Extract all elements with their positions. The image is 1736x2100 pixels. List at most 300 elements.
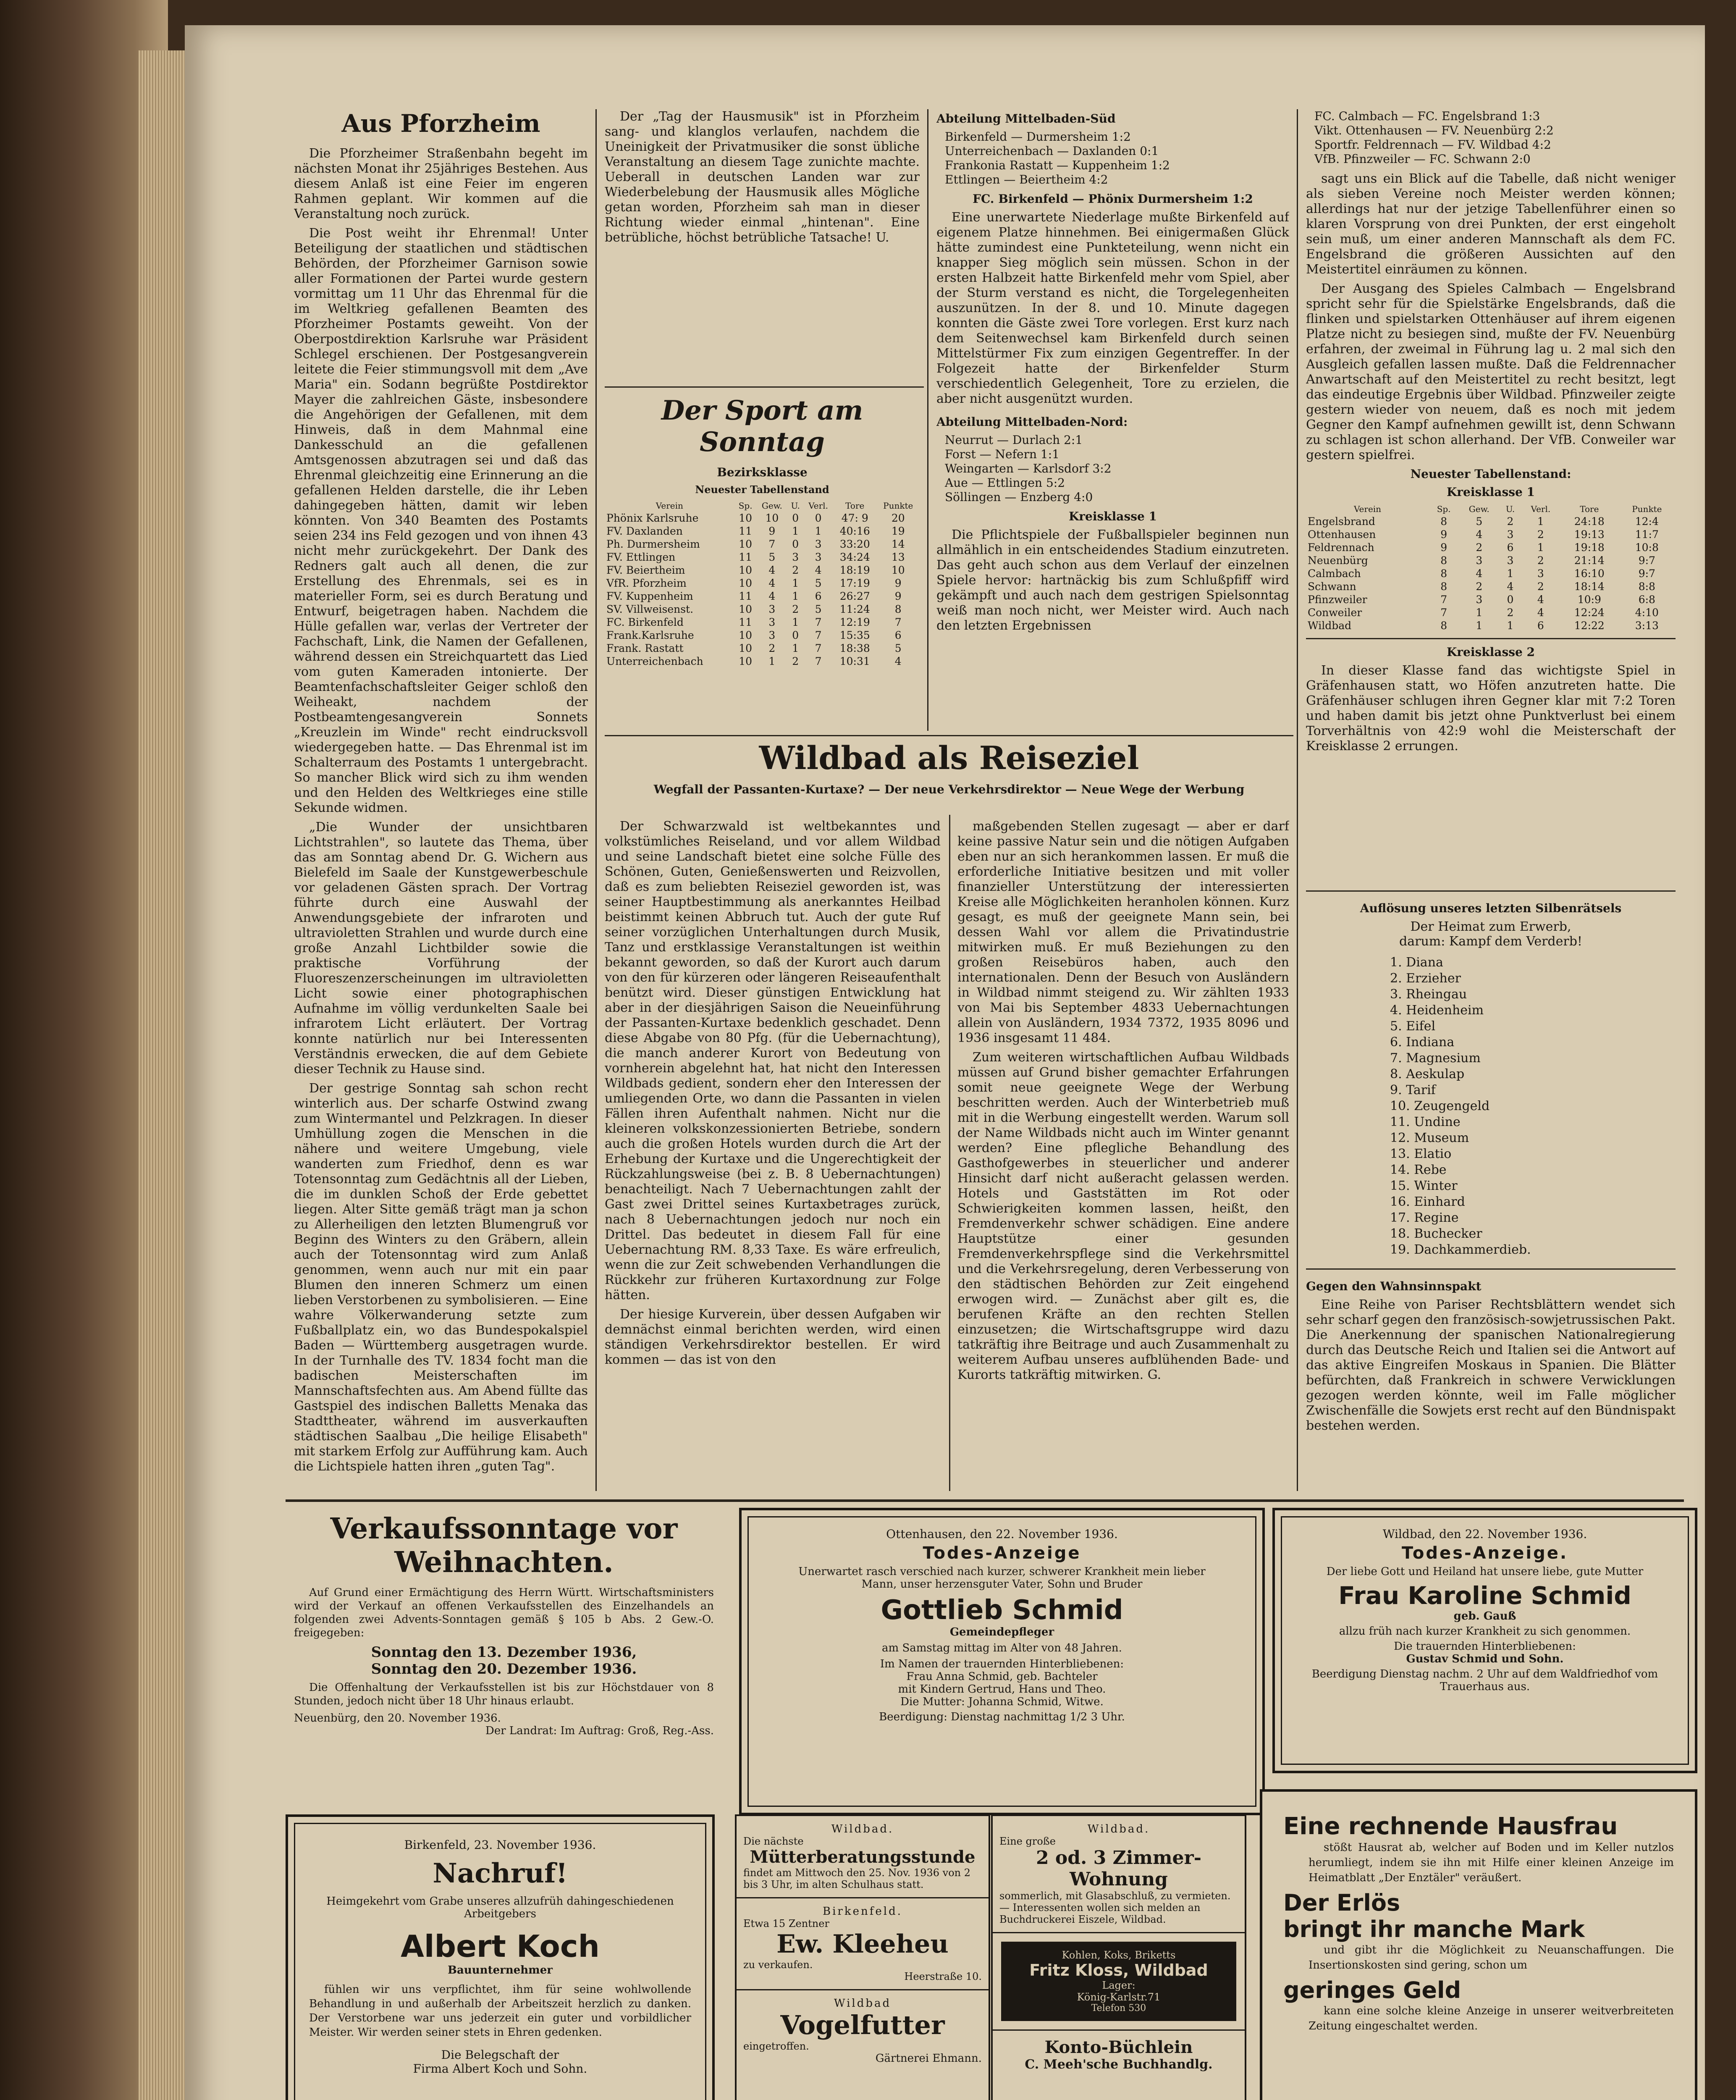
wohnung-ad	[993, 1816, 1245, 1932]
ad-text: Der liebe Gott und Heiland hat unsere liebe, gute Mutter	[1326, 1565, 1644, 1578]
column-header: Tore	[1580, 504, 1599, 514]
kk1-table-title: Neuester Tabellenstand:	[1410, 467, 1571, 481]
stat-cell: 4	[768, 590, 776, 602]
stat-cell: 10	[739, 655, 753, 667]
team-cell: Feldrennach	[1308, 541, 1374, 554]
ads-top-rule	[286, 1499, 1684, 1502]
raetsel-item: 9. Tarif	[1390, 1083, 1436, 1097]
stat-cell: 5	[768, 551, 776, 563]
stat-cell: 4	[768, 564, 776, 576]
ad-text: Eine große	[999, 1835, 1056, 1847]
stat-cell: 3	[1476, 554, 1483, 567]
ad-title: geringes Geld	[1283, 1977, 1461, 2003]
result-line: Söllingen — Enzberg 4:0	[945, 490, 1093, 504]
deceased-name: Gottlieb Schmid	[881, 1595, 1123, 1626]
raetsel-item: 5. Eifel	[1390, 1019, 1436, 1034]
stat-cell: 9	[1440, 528, 1448, 541]
raetsel-item: 12. Museum	[1390, 1131, 1469, 1145]
stat-cell: 17:19	[839, 577, 870, 589]
stat-cell: 1	[792, 616, 799, 628]
stat-cell: 13	[891, 551, 905, 563]
result-line: Weingarten — Karlsdorf 3:2	[945, 462, 1112, 475]
table-row	[605, 655, 920, 668]
stat-cell: 7	[815, 616, 822, 628]
team-cell: Frank. Rastatt	[606, 642, 684, 654]
table-row	[605, 564, 920, 577]
ad-title: Eine rechnende Hausfrau	[1283, 1813, 1618, 1840]
ad-text: Gustav Schmid und Sohn.	[1406, 1653, 1564, 1665]
stat-cell: 8	[1440, 620, 1448, 632]
kreisklasse1-analysis: sagt uns ein Blick auf die Tabelle, daß nicht weniger als sieben Vereine noch Meister werden können; allerdings hat nur der jetzige Tabellenführer einen so klaren Vorsprung von drei Punkten, der erst eingeholt sein muß, um einer anderen Mannschaft als dem FC. Engelsbrand die größeren Aussichten auf den Meistertitel einräumen zu können.	[1306, 171, 1676, 277]
column-rule	[595, 109, 597, 1491]
ad-content	[309, 1838, 691, 2076]
table-title: Neuester Tabellenstand	[695, 483, 829, 496]
column-rule	[949, 815, 950, 1491]
stat-cell: 10	[739, 564, 753, 576]
hausfrau-ad	[1260, 1789, 1697, 2100]
stat-cell: 2	[1507, 606, 1514, 619]
ad-text: Telefon 530	[1091, 2003, 1146, 2013]
column-header: Sp.	[1437, 504, 1451, 514]
stat-cell: 11	[739, 551, 753, 563]
stat-cell: 1	[1537, 515, 1544, 528]
article-paragraph: Die Post weiht ihr Ehrenmal! Unter Beteiligung der staatlichen und städtischen Behörden, der Pforzheimer Garnison sowie aller Formationen der Partei wurde gestern vormittag um 11 Uhr das Ehrenmal für die im Weltkrieg gefallenen Beamten des Pforzheimer Postamts geweiht. Von der Oberpostdirektion Karlsruhe war Präsident Schlegel erschienen. Der Postgesangverein leitete die Feier stimmungsvoll mit dem „Ave Maria" ein. Sodann begrüßte Postdirektor Mayer die zahlreichen Gäste, insbesondere die Angehörigen der Gefallenen, mit dem Hinweis, daß in dem Mahnmal eine Dankesschuld an die gefallenen Amtsgenossen abzutragen sei und daß das Ehrenmal gleichzeitig eine Erinnerung an die gefallenen Helden darstelle, die ihr Leben dahingegeben hätten, damit wir leben könnten. Von 340 Beamten des Postamts seien 234 ins Feld gezogen und von ihnen 43 nicht mehr zurückgekehrt. Der Dank des Redners galt auch all denen, die zur Erstellung des Ehrenmals, sei es in materieller Form, sei es durch Beratung und Entwurf, beigetragen haben. Nachdem die Hülle gefallen war, verlas der Vertreter der Fachschaft, Link, die Namen der Gefallenen, während dessen ein Streichquartett das Lied vom guten Kameraden intonierte. Der Beamtenfachschaftsleiter Geiger schloß den Weiheakt, nachdem der Postbeamtengesangverein Sonnets „Kreuzlein im Winde" recht eindrucksvoll wiedergegeben hatte. — Das Ehrenmal ist im Schalterraum des Postamts 1 untergebracht. So mancher Blick wird sich zu ihm wenden und den Helden des Weltkrieges eine stille Sekunde widmen.	[294, 226, 588, 815]
todesanzeige-karoline-ad	[1272, 1508, 1697, 1773]
nachruf-ad	[286, 1814, 715, 2100]
ad-place: Ottenhausen, den 22. November 1936.	[886, 1527, 1118, 1541]
stat-cell: 47: 9	[841, 512, 868, 524]
stat-cell: 10	[739, 512, 753, 524]
stat-cell: 7	[815, 655, 822, 667]
sport-title: Der Sport am Sonntag	[661, 395, 863, 458]
ad-text: Kohlen, Koks, Briketts	[1062, 1949, 1176, 1961]
stat-cell: 8	[1440, 515, 1448, 528]
stat-cell: 2	[1507, 515, 1514, 528]
stat-cell: 12:19	[839, 616, 870, 628]
stat-cell: 10	[765, 512, 779, 524]
stat-cell: 19	[891, 525, 905, 537]
raetsel-item: 13. Elatio	[1390, 1147, 1452, 1161]
team-cell: Calmbach	[1308, 567, 1361, 580]
sued-results	[945, 130, 1289, 187]
column-header: Verein	[656, 501, 683, 511]
ad-text: eingetroffen.	[743, 2040, 809, 2052]
ad-text: Lager:	[1102, 1979, 1135, 1991]
stat-cell: 3	[1507, 528, 1514, 541]
team-cell: Ottenhausen	[1308, 528, 1376, 541]
ad-text: am Samstag mittag im Alter von 48 Jahren.	[882, 1642, 1122, 1654]
result-line: Sportfr. Feldrennach — FV. Wildbad 4:2	[1314, 138, 1551, 152]
stat-cell: 8	[894, 603, 902, 615]
stat-cell: 11	[739, 525, 753, 537]
ad-text: Etwa 15 Zentner	[743, 1918, 829, 1929]
stat-cell: 21:14	[1574, 554, 1605, 567]
table-row	[605, 603, 920, 616]
team-cell: Frank.Karlsruhe	[606, 629, 694, 641]
abteilung-nord-heading: Abteilung Mittelbaden-Nord:	[936, 415, 1128, 429]
article-paragraph: Der gestrige Sonntag sah schon recht winterlich aus. Der scharfe Ostwind zwang zum Wintermantel und Pelzkragen. In dieser Umhüllung zogen die Menschen in die nähere und weitere Umgebung, viele wanderten zum Friedhof, denn es war Totensonntag zum Gedächtnis all der Lieben, die im dunklen Schoß der Erde gebettet liegen. Alter Sitte gemäß trägt man ja schon zu Allerheiligen den letzten Blumengruß vor Beginn des Winters zu den Gräbern, allein auch der Totensonntag wird zum Anlaß genommen, wenn auch nur mit ein paar Blumen den inneren Schmerz um einen lieben Verstorbenen zu symbolisieren. — Eine wahre Völkerwanderung setzte zum Fußballplatz ein, wo das Bundespokalspiel Baden — Württemberg ausgetragen wurde. In der Turnhalle des TV. 1834 focht man die badischen Meisterschaften im Mannschaftsfechten aus. Am Abend füllte das Gastspiel des indischen Balletts Menaka das Stadttheater, während im ausverkauften städtischen Saalbau „Die heilige Elisabeth" mit starkem Erfolg zur Aufführung kam. Auch die Lichtspiele hatten ihren „guten Tag".	[294, 1081, 588, 1474]
result-line: FC. Calmbach — FC. Engelsbrand 1:3	[1314, 109, 1540, 123]
wildbad-subtitle: Wegfall der Passanten-Kurtaxe? — Der neue Verkehrsdirektor — Neue Wege der Werbung	[653, 782, 1245, 796]
stat-cell: 10:31	[839, 655, 870, 667]
kreisklasse1-heading: Kreisklasse 1	[1068, 509, 1157, 523]
stat-cell: 12:4	[1635, 515, 1659, 528]
stat-cell: 4	[815, 564, 822, 576]
stat-cell: 4	[768, 577, 776, 589]
ad-text: Die Mutter: Johanna Schmid, Witwe.	[900, 1696, 1104, 1708]
stat-cell: 10	[739, 603, 753, 615]
column-header: Tore	[845, 501, 865, 511]
stat-cell: 7	[1440, 593, 1448, 606]
team-cell: FV. Beiertheim	[606, 564, 685, 576]
stat-cell: 3	[815, 551, 822, 563]
stat-cell: 10	[891, 564, 905, 576]
column-header: Sp.	[738, 501, 753, 511]
table-row	[605, 538, 920, 551]
wahnsinnspakt-text: Eine Reihe von Pariser Rechtsblättern wendet sich sehr scharf gegen den französisch-sowjetrussischen Pakt. Die Anerkennung der spanischen Nationalregierung durch das Deutsche Reich und Italien sei die Antwort auf das aktive Eingreifen Moskaus in Spanien. Die Blätter befürchten, daß Frankreich in schwere Verwicklungen gezogen werden könnte, weil im Falle möglicher Zwischenfälle die Sowjets erst recht auf den Bündnispakt bestehen werden.	[1306, 1297, 1676, 1433]
kloss-ad	[993, 1932, 1245, 2029]
stat-cell: 16:10	[1574, 567, 1605, 580]
stat-cell: 2	[792, 655, 799, 667]
raetsel-item: 6. Indiana	[1390, 1035, 1455, 1050]
deceased-role: Gemeindepfleger	[949, 1626, 1054, 1638]
column-header: Verl.	[808, 501, 828, 511]
article-paragraph: Der hiesige Kurverein, über dessen Aufgaben wir demnächst einmal berichten werden, wird einen ständigen Verkehrsdirektor bestellen. Er wird kommen — das ist von den	[605, 1307, 941, 1367]
ad-text: mit Kindern Gertrud, Hans und Theo.	[898, 1683, 1106, 1696]
stat-cell: 15:35	[839, 629, 870, 641]
ad-addr: Heerstraße 10.	[904, 1971, 982, 1982]
stat-cell: 6:8	[1638, 593, 1655, 606]
stat-cell: 6	[894, 629, 902, 641]
table-row	[1306, 554, 1676, 567]
column-header: U.	[791, 501, 800, 511]
muetter-ad	[737, 1816, 989, 1897]
stat-cell: 9:7	[1638, 567, 1655, 580]
result-line: Birkenfeld — Durmersheim 1:2	[945, 130, 1131, 144]
team-cell: Ph. Durmersheim	[606, 538, 700, 550]
article-paragraph: „Die Wunder der unsichtbaren Lichtstrahlen", so lautete das Thema, über das am Sonntag abend Dr. G. Wichern aus Bielefeld im Saale der Kunstgewerbeschule vor geladenen Gästen sprach. Der Vortrag führte durch eine Auswahl der Anwendungsgebiete der infraroten und ultravioletten Strahlen und wurde durch eine große Anzahl Lichtbilder sowie die praktische Vorführung der Fluoreszenzerscheinungen im ultravioletten Licht sowie einer photographischen Aufnahme im völlig verdunkelten Saale bei infrarotem Licht erläutert. Der Vortrag konnte natürlich nur bei Interessenten Verständnis erwecken, die auf dem Gebiete dieser Technik zu Hause sind.	[294, 820, 588, 1076]
stat-cell: 4	[1476, 567, 1483, 580]
stat-cell: 18:38	[839, 642, 870, 654]
column-header: Gew.	[1469, 504, 1489, 514]
raetsel-item: 8. Aeskulap	[1390, 1067, 1465, 1082]
section-rule	[1306, 1268, 1676, 1270]
stat-cell: 0	[792, 538, 799, 550]
article-paragraph: Der „Tag der Hausmusik" ist in Pforzheim sang- und klanglos verlaufen, nachdem die Uneinigkeit der Privatmusiker die sonst übliche Veranstaltung an diesem Tage zunichte machte. Ueberall in deutschen Landen war zur Wiederbelebung der Hausmusik alles Mögliche getan worden, Pforzheim sah man in dieser Richtung wieder einmal „hintenan". Eine betrübliche, höchst betrübliche Tatsache! U.	[605, 109, 920, 245]
stat-cell: 4	[1537, 593, 1544, 606]
kreisklasse2-report: In dieser Klasse fand das wichtigste Spiel in Gräfenhausen statt, wo Höfen anzutreten hatte. Die Gräfenhäuser schlugen ihren Gegner klar mit 7:2 Toren und haben damit bis jetzt ohne Punktverlust bei einem Torverhältnis von 42:9 wohl die Meisterschaft der Kreisklasse 2 errungen.	[1306, 663, 1676, 753]
kreisklasse1-table	[1306, 503, 1676, 632]
stat-cell: 1	[1476, 606, 1483, 619]
ad-seller: C. Meeh'sche Buchhandlg.	[1025, 2057, 1213, 2072]
result-line: Ettlingen — Beiertheim 4:2	[945, 173, 1108, 186]
ad-footer: Firma Albert Koch und Sohn.	[413, 2062, 587, 2076]
stat-cell: 5	[894, 642, 902, 654]
table-row	[605, 551, 920, 564]
stat-cell: 3	[768, 616, 776, 628]
nord-results	[945, 433, 1289, 504]
stat-cell: 18:19	[839, 564, 870, 576]
column-header: Gew.	[761, 501, 782, 511]
stat-cell: 1	[792, 590, 799, 602]
ad-content	[1283, 1813, 1674, 2038]
ad-title: Todes-Anzeige.	[1401, 1544, 1568, 1563]
raetsel-motto: darum: Kampf dem Verderb!	[1399, 934, 1582, 949]
verkauf-title: Weihnachten.	[394, 1546, 614, 1579]
raetsel-item: 14. Rebe	[1390, 1163, 1447, 1177]
raetsel-item: 15. Winter	[1390, 1179, 1458, 1193]
team-cell: FV. Ettlingen	[606, 551, 676, 563]
stat-cell: 1	[792, 577, 799, 589]
ad-text: Unerwartet rasch verschied nach kurzer, schwerer Krankheit mein lieber Mann, unser herzensguter Vater, Sohn und Bruder	[798, 1565, 1206, 1591]
ad-text: Beerdigung Dienstag nachm. 2 Uhr auf dem Waldfriedhof vom Trauerhaus aus.	[1311, 1668, 1658, 1693]
stat-cell: 4	[894, 655, 902, 667]
column-header: Punkte	[1632, 504, 1662, 514]
stat-cell: 1	[792, 642, 799, 654]
ad-text: Im Namen der trauernden Hinterbliebenen:	[880, 1658, 1124, 1670]
ad-title: Der Erlös	[1283, 1890, 1400, 1916]
result-line: Vikt. Ottenhausen — FV. Neuenbürg 2:2	[1314, 123, 1554, 137]
kleeheu-ad	[737, 1897, 989, 1989]
result-line: VfB. Pfinzweiler — FC. Schwann 2:0	[1314, 152, 1531, 166]
stat-cell: 34:24	[839, 551, 870, 563]
wahnsinnspakt-section	[1306, 1277, 1676, 1491]
ad-text: fühlen wir uns verpflichtet, ihm für seine wohlwollende Behandlung in und außerhalb der Arbeitszeit herzlich zu danken. Der Verstorbene war uns jederzeit ein guter und vorbildlicher Meister. Wir werden seiner stets in Ehren gedenken.	[309, 1983, 691, 2039]
team-cell: Wildbad	[1308, 620, 1352, 632]
stat-cell: 4	[1537, 606, 1544, 619]
stat-cell: 10	[739, 538, 753, 550]
stat-cell: 9	[1440, 541, 1448, 554]
ad-text: Die nächste	[743, 1835, 804, 1847]
team-cell: SV. Villweisenst.	[606, 603, 694, 615]
stat-cell: 2	[1537, 528, 1544, 541]
stat-cell: 1	[768, 655, 776, 667]
raetsel-item: 1. Diana	[1390, 955, 1443, 970]
team-cell: Neuenbürg	[1308, 554, 1368, 567]
raetsel-motto: Der Heimat zum Erwerb,	[1410, 919, 1571, 934]
table-row	[1306, 606, 1676, 619]
verkauf-date: Sonntag den 20. Dezember 1936.	[371, 1661, 637, 1677]
stat-cell: 10:8	[1635, 541, 1659, 554]
todesanzeige-gottlieb-ad	[739, 1508, 1265, 1815]
sport-section	[605, 395, 920, 731]
stat-cell: 6	[1507, 541, 1514, 554]
stat-cell: 0	[1507, 593, 1514, 606]
raetsel-item: 3. Rheingau	[1390, 987, 1467, 1002]
aus-pforzheim-column	[294, 109, 588, 1487]
verkauf-signer: Der Landrat: Im Auftrag: Groß, Reg.-Ass.	[485, 1725, 714, 1737]
result-line: Frankonia Rastatt — Kuppenheim 1:2	[945, 158, 1170, 172]
ad-content	[1292, 1527, 1678, 1693]
ad-place: Wildbad.	[1087, 1823, 1150, 1835]
stat-cell: 9	[894, 577, 902, 589]
stat-cell: 2	[1537, 554, 1544, 567]
stat-cell: 2	[792, 564, 799, 576]
raetsel-title: Auflösung unseres letzten Silbenrätsels	[1360, 901, 1622, 915]
aus-pforzheim-title: Aus Pforzheim	[341, 109, 540, 138]
verkauf-text: Auf Grund einer Ermächtigung des Herrn Württ. Wirtschaftsministers wird der Verkauf an offenen Verkaufsstellen des Einzelhandels an folgenden zwei Advents-Sonntagen gemäß § 105 b Abs. 2 Gew.-O. freigegeben:	[294, 1586, 714, 1639]
stat-cell: 7	[768, 538, 776, 550]
verkauf-title: Verkaufssonntage vor	[330, 1512, 678, 1546]
ad-text: zu verkaufen.	[743, 1959, 813, 1971]
ad-title: Fritz Kloss, Wildbad	[1029, 1961, 1208, 1979]
team-cell: VfR. Pforzheim	[606, 577, 687, 589]
section-rule	[605, 735, 1293, 736]
ad-text: Die trauernden Hinterbliebenen:	[1394, 1640, 1576, 1653]
ad-text: sommerlich, mit Glasabschluß, zu vermieten. — Interessenten wollen sich melden an Buchdruckerei Eiszele, Wildbad.	[999, 1890, 1231, 1925]
stat-cell: 3	[1537, 567, 1544, 580]
team-cell: FV. Daxlanden	[606, 525, 683, 537]
stat-cell: 7	[815, 642, 822, 654]
wildbad-column-2	[957, 819, 1289, 1491]
ad-text: Beerdigung: Dienstag nachmittag 1/2 3 Uhr.	[879, 1711, 1125, 1723]
match-report: Eine unerwartete Niederlage mußte Birkenfeld auf eigenem Platze hinnehmen. Bei einigermaßen Glück hätte zumindest eine Punkteteilung, wenn nicht ein knapper Sieg möglich sein müssen. Schon in der ersten Halbzeit hatte Birkenfeld mehr vom Spiel, aber der Sturm verstand es nicht, die Torgelegenheiten auszunützen. In der 8. und 10. Minute dagegen konnten die Gäste zwei Tore vorlegen. Erst kurz nach dem Seitenwechsel kam Birkenfeld durch seinen Mittelstürmer Fix zum einzigen Gegentreffer. In der Folgezeit hatte der Birkenfelder Sturm verschiedentlich Gelegenheit, Tore zu erzielen, die aber nicht ausgenützt wurden.	[936, 210, 1289, 406]
stat-cell: 24:18	[1574, 515, 1605, 528]
stat-cell: 3	[815, 538, 822, 550]
deceased-name: Frau Karoline Schmid	[1338, 1581, 1631, 1610]
verkauf-text: Die Offenhaltung der Verkaufsstellen ist bis zur Höchstdauer von 8 Stunden, jedoch nicht über 18 Uhr hinaus erlaubt.	[294, 1681, 714, 1707]
stat-cell: 7	[1440, 606, 1448, 619]
stat-cell: 8	[1440, 554, 1448, 567]
raetsel-item: 19. Dachkammerdieb.	[1390, 1242, 1531, 1257]
verkaufssonntage-ad	[294, 1512, 714, 1806]
ad-title: Nachruf!	[433, 1858, 568, 1889]
stat-cell: 10	[739, 642, 753, 654]
stat-cell: 12:22	[1574, 620, 1605, 632]
column-header: Verein	[1353, 504, 1382, 514]
ad-title: Mütterberatungsstunde	[750, 1847, 976, 1867]
stat-cell: 10	[739, 577, 753, 589]
article-paragraph: Der Schwarzwald ist weltbekanntes und volkstümliches Reiseland, und vor allem Wildbad und seine Landschaft bietet eine solche Fülle des Schönen, Guten, Genießenswerten und Reizvollen, daß es zum beliebten Reiseziel geworden ist, was seiner Hauptbestimmung als anerkanntes Heilbad beistimmt keinen Abbruch tut. Auch der gute Ruf seiner vorzüglichen Unterhaltungen durch Musik, Tanz und erstklassige Veranstaltungen ist weithin bekannt geworden, so daß der Kurort auch darum von den für kürzeren oder längeren Reiseaufenthalt benützt wird. Dieser günstigen Entwicklung hat aber in der diesjährigen Saison die Neueinführung der Passanten-Kurtaxe bedenklich geschadet. Denn diese Abgabe von 80 Pfg. (für die Uebernachtung), die manch anderer Kurort von Bedeutung von vornherein abgelehnt hat, hat nicht den Interessen Wildbads gedient, sondern eher den Interessen der umliegenden Orte, wo dann die Passanten in vielen Fällen ihren Aufenthalt nahmen. Nicht nur die kleineren volkskonzessionierten Betriebe, sondern auch die großen Hotels wurden durch die Art der Erhebung der Kurtaxe und die Ungerechtigkeit der Rückzahlungsweise (bei z. B. 8 Uebernachtungen) benachteiligt. Nach 7 Uebernachtungen zahlt der Gast zwei Drittel seines Kurtaxbetrages zurück, nach 8 Uebernachtungen jedoch nur noch ein Drittel. Das bedeutet in diesem Fall für eine Uebernachtung RM. 8,33 Taxe. Es wäre erfreulich, wenn die zur Zeit schwebenden Verhandlungen die Rückkehr zur früheren Kurtaxordnung zur Folge hätten.	[605, 819, 941, 1302]
table-row	[605, 525, 920, 538]
stat-cell: 1	[792, 525, 799, 537]
table-row	[1306, 580, 1676, 593]
kreisklasse1-report: Die Pflichtspiele der Fußballspieler beginnen nun allmählich in ein entscheidendes Stadium einzutreten. Das geht auch schon aus dem Verlauf der einzelnen Spiele hervor: hartnäckig bis zum Schlußpfiff wird gekämpft und auch nach dem gestrigen Spielsonntag weiß man noch nicht, wer Meister wird. Auch nach den letzten Ergebnissen	[936, 528, 1289, 633]
ad-title: Wohnung	[1070, 1869, 1168, 1890]
stat-cell: 5	[815, 577, 822, 589]
deceased-name: Albert Koch	[401, 1929, 600, 1964]
raetsel-solutions	[1390, 955, 1676, 1258]
bezirksklasse-table	[605, 500, 920, 668]
stat-cell: 9	[894, 590, 902, 602]
ad-place: Wildbad.	[831, 1823, 894, 1835]
table-row	[1306, 515, 1676, 528]
team-cell: Phönix Karlsruhe	[606, 512, 699, 524]
stat-cell: 8	[1440, 580, 1448, 593]
table-row	[605, 629, 920, 642]
stat-cell: 6	[815, 590, 822, 602]
ad-seller: Gärtnerei Ehmann.	[875, 2052, 982, 2065]
raetsel-item: 11. Undine	[1390, 1115, 1461, 1129]
ad-place: Birkenfeld.	[823, 1905, 902, 1918]
article-paragraph: maßgebenden Stellen zugesagt — aber er darf keine passive Natur sein und die nötigen Aufgaben eben nur an sich herankommen lassen. Er muß die erforderliche Initiative besitzen und mit voller finanzieller Unterstützung der interessierten Kreise alle Möglichkeiten heranholen können. Kurz gesagt, es muß der geeignete Mann sein, bei dessen Wahl vor allem die Privatindustrie mitwirken muß. Er muß Beziehungen zu den großen Reisebüros haben, auch den internationalen. Denn der Besuch von Ausländern in Wildbad nimmt steigend zu. Wir zählten 1933 von Mai bis September 4833 Uebernachtungen allein von Ausländern, 1934 7372, 1935 8096 und 1936 insgesamt 11 484.	[957, 819, 1289, 1045]
stat-cell: 18:14	[1574, 580, 1605, 593]
stat-cell: 19:13	[1574, 528, 1605, 541]
team-cell: FC. Birkenfeld	[606, 616, 684, 628]
stat-cell: 19:18	[1574, 541, 1605, 554]
stat-cell: 8	[1440, 567, 1448, 580]
raetsel-item: 16. Einhard	[1390, 1194, 1465, 1209]
stat-cell: 2	[1476, 580, 1483, 593]
table-row	[605, 642, 920, 655]
team-cell: Engelsbrand	[1308, 515, 1375, 528]
stat-cell: 10:9	[1577, 593, 1601, 606]
column-header: U.	[1505, 504, 1515, 514]
team-cell: FV. Kuppenheim	[606, 590, 693, 602]
wahnsinnspakt-title: Gegen den Wahnsinnspakt	[1306, 1279, 1482, 1293]
article-paragraph: Die Pforzheimer Straßenbahn begeht im nächsten Monat ihr 25jähriges Bestehen. Aus diesem Anlaß ist eine Feier im engeren Rahmen geplant. Wir kommen auf die Veranstaltung noch zurück.	[294, 146, 588, 221]
column-header: Verl.	[1531, 504, 1551, 514]
stat-cell: 40:16	[839, 525, 870, 537]
newspaper-page	[185, 25, 1705, 2100]
stat-cell: 6	[1537, 620, 1544, 632]
stat-cell: 10	[739, 629, 753, 641]
stat-cell: 7	[894, 616, 902, 628]
ad-place: Birkenfeld, 23. November 1936.	[404, 1838, 596, 1852]
stat-cell: 1	[1507, 567, 1514, 580]
raetsel-item: 17. Regine	[1390, 1210, 1459, 1225]
table-row	[605, 616, 920, 629]
table-row	[1306, 619, 1676, 632]
stat-cell: 2	[792, 603, 799, 615]
stat-cell: 3	[768, 629, 776, 641]
result-line: Aue — Ettlingen 5:2	[945, 476, 1065, 490]
stat-cell: 9:7	[1638, 554, 1655, 567]
sport-column-3	[936, 109, 1289, 731]
kreisklasse1-table-heading: Kreisklasse 1	[1446, 485, 1535, 499]
column-rule	[1297, 109, 1298, 1491]
table-row	[605, 512, 920, 525]
small-ads-right	[991, 1814, 1246, 2100]
stat-cell: 0	[792, 629, 799, 641]
stat-cell: 7	[815, 629, 822, 641]
sport-column-4	[1306, 109, 1676, 886]
raetsel-item: 4. Heidenheim	[1390, 1003, 1484, 1018]
result-line: Neurrut — Durlach 2:1	[945, 433, 1083, 447]
stat-cell: 2	[768, 642, 776, 654]
ad-text: und gibt ihr die Möglichkeit zu Neuanschaffungen. Die Insertionskosten sind gering, schon um	[1309, 1944, 1674, 1971]
result-line: Forst — Nefern 1:1	[945, 447, 1059, 461]
verkauf-place: Neuenbürg, den 20. November 1936.	[294, 1712, 501, 1725]
wildbad-title: Wildbad als Reiseziel	[759, 739, 1139, 777]
match-heading: FC. Birkenfeld — Phönix Durmersheim 1:2	[973, 192, 1253, 206]
ad-text: kann eine solche kleine Anzeige in unserer weitverbreiteten Zeitung eingeschaltet werden.	[1309, 2005, 1674, 2032]
ad-title: Todes-Anzeige	[923, 1544, 1081, 1563]
stat-cell: 1	[1476, 620, 1483, 632]
stat-cell: 3	[792, 551, 799, 563]
stat-cell: 12:24	[1574, 606, 1605, 619]
ad-text: König-Karlstr.71	[1077, 1991, 1161, 2003]
stat-cell: 11:24	[839, 603, 870, 615]
stat-cell: 5	[1476, 515, 1483, 528]
column-rule	[927, 109, 928, 731]
team-cell: Schwann	[1308, 580, 1356, 593]
table-row	[1306, 528, 1676, 541]
stat-cell: 3	[1476, 593, 1483, 606]
vogelfutter-ad	[737, 1989, 989, 2071]
stat-cell: 3:13	[1635, 620, 1659, 632]
stat-cell: 1	[815, 525, 822, 537]
raetsel-section	[1306, 899, 1676, 1277]
raetsel-item: 10. Zeugengeld	[1390, 1099, 1490, 1113]
stat-cell: 1	[1537, 541, 1544, 554]
table-row	[1306, 593, 1676, 606]
stat-cell: 8:8	[1638, 580, 1655, 593]
table-row	[605, 590, 920, 603]
small-ads-left	[735, 1814, 990, 2100]
stat-cell: 20	[891, 512, 905, 524]
deceased-geb: geb. Gauß	[1453, 1610, 1516, 1622]
